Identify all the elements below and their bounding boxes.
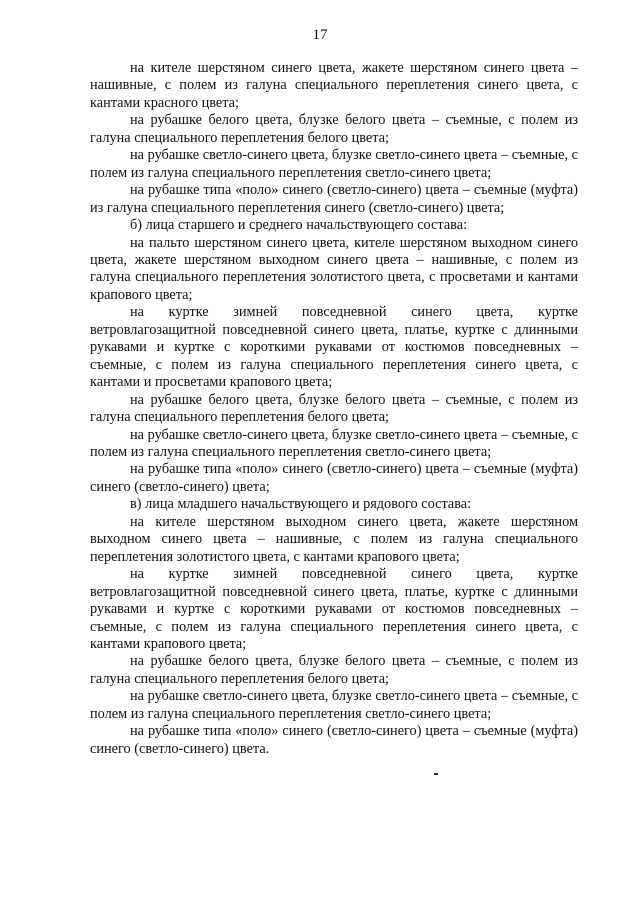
paragraph: на рубашке белого цвета, блузке белого цвета – съемные, с полем из галуна специального переплетения белого цвета; [90, 391, 578, 426]
paragraph: на рубашке светло-синего цвета, блузке светло-синего цвета – съемные, с полем из галуна специального переплетения светло-синего цвета; [90, 426, 578, 460]
paragraph: на рубашке белого цвета, блузке белого цвета – съемные, с полем из галуна специального переплетения белого цвета; [90, 112, 578, 146]
paragraph: на рубашке светло-синего цвета, блузке светло-синего цвета – съемные, с полем из галуна специального переплетения светло-синего цвета; [90, 688, 578, 722]
paragraph: на рубашке светло-синего цвета, блузке светло-синего цвета – съемные, с полем из галуна специального переплетения светло-синего цвета; [90, 147, 578, 181]
paragraph: на рубашке типа «поло» синего (светло-синего) цвета – съемные (муфта) из галуна специального переплетения синего (светло-синего) цвета; [90, 182, 578, 216]
paragraph: на рубашке белого цвета, блузке белого цвета – съемные, с полем из галуна специального переплетения белого цвета; [90, 653, 578, 687]
scan-speck [434, 773, 438, 775]
paragraph: на куртке зимней повседневной синего цвета, куртке ветровлагозащитной повседневной синего цвета, платье, куртке с длинными рукавами и куртке с короткими рукавами от костюмов повседневных – съемные, с полем из галуна специального переплетения синего цвета, с кантами и просветами крапового цвета; [90, 304, 578, 391]
page-number: 17 [312, 27, 328, 43]
paragraph: на куртке зимней повседневной синего цвета, куртке ветровлагозащитной повседневной синего цвета, платье, куртке с длинными рукавами и куртке с короткими рукавами от костюмов повседневных – съемные, с полем из галуна специального переплетения синего цвета, с кантами крапового цвета; [90, 566, 578, 652]
paragraph: на рубашке типа «поло» синего (светло-синего) цвета – съемные (муфта) синего (светло-синего) цвета; [90, 461, 578, 495]
section-heading: б) лица старшего и среднего начальствующего состава: [130, 217, 468, 234]
paragraph: на кителе шерстяном синего цвета, жакете шерстяном синего цвета – нашивные, с полем из галуна специального переплетения синего цвета, с кантами красного цвета; [90, 60, 578, 111]
paragraph: на пальто шерстяном синего цвета, кителе шерстяном выходном синего цвета, жакете шерстяном выходном синего цвета – нашивные, с полем из галуна специального переплетения золотистого цвета, с просветами и кантами крапового цвета; [90, 234, 578, 303]
document-body [90, 60, 578, 758]
paragraph: на рубашке типа «поло» синего (светло-синего) цвета – съемные (муфта) синего (светло-синего) цвета. [90, 723, 578, 757]
paragraph: на кителе шерстяном выходном синего цвета, жакете шерстяном выходном синего цвета – нашивные, с полем из галуна специального переплетения золотистого цвета, с кантами крапового цвета; [90, 513, 578, 565]
section-heading: в) лица младшего начальствующего и рядового состава: [130, 496, 472, 513]
